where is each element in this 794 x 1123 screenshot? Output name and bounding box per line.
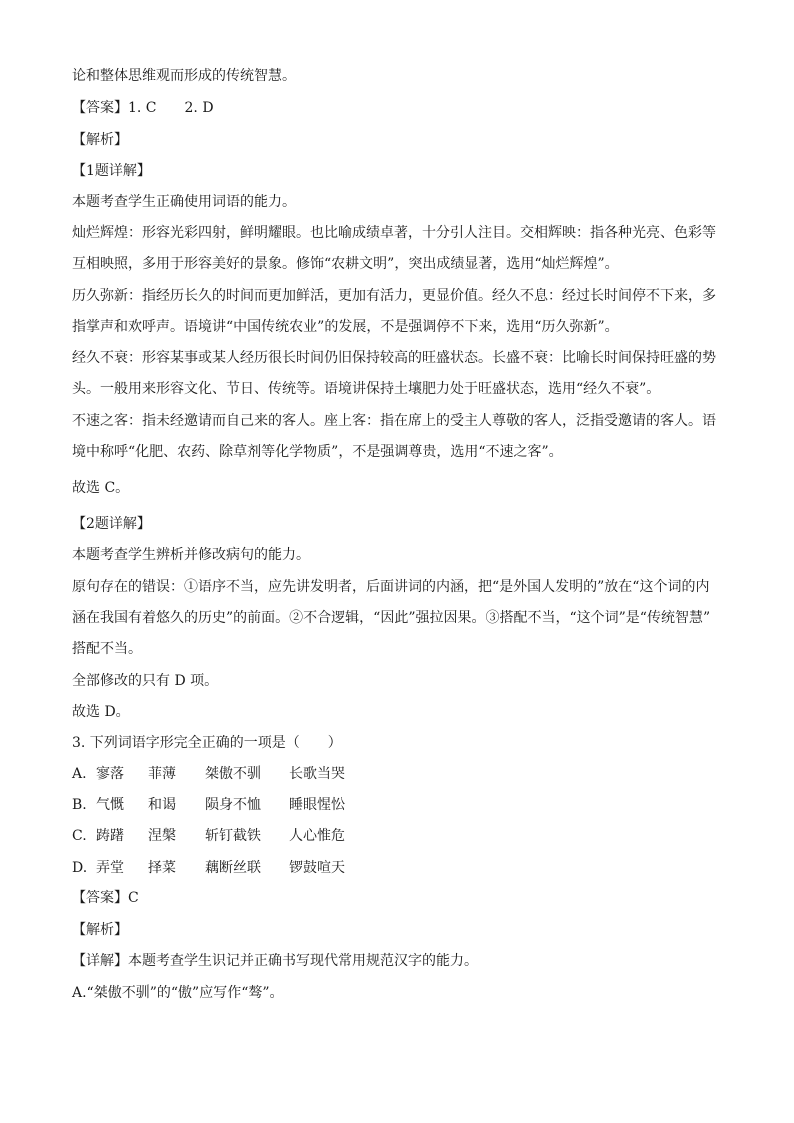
text-line: 经久不衰：形容某事或某人经历很长时间仍旧保持较高的旺盛状态。长盛不衰：比喻长时间保持旺盛的势 — [72, 350, 716, 366]
answer-line: 【答案】1. C 2. D — [72, 100, 214, 116]
text-line: A.“桀傲不驯”的“傲”应写作“骜”。 — [72, 985, 284, 1001]
q1-detail-heading: 【1题详解】 — [72, 163, 151, 179]
text-line: 故选 C。 — [72, 480, 130, 496]
text-line: 涵在我国有着悠久的历史”的前面。②不合逻辑，“因此”强拉因果。③搭配不当，“这个词”是“传统智慧” — [72, 610, 711, 626]
option-letter: C. — [72, 828, 87, 844]
option-word: 长歌当哭 — [289, 766, 345, 782]
text-line: 互相映照，多用于形容美好的景象。修饰“农耕文明”，突出成绩显著，选用“灿烂辉煌”。 — [72, 256, 619, 272]
text-line: 【详解】本题考查学生识记并正确书写现代常用规范汉字的能力。 — [72, 953, 478, 969]
option-word: 菲薄 — [148, 766, 176, 782]
text-line: 搭配不当。 — [72, 641, 142, 657]
option-word: 斩钉截铁 — [205, 828, 261, 844]
analysis-heading: 【解析】 — [72, 132, 128, 148]
text-line: 故选 D。 — [72, 704, 130, 720]
text-line: 本题考查学生辨析并修改病句的能力。 — [72, 547, 310, 563]
option-word: 择菜 — [148, 860, 176, 876]
text-line: 境中称呼“化肥、农药、除草剂等化学物质”，不是强调尊贵，选用“不速之客”。 — [72, 444, 563, 460]
text-line: 头。一般用来形容文化、节日、传统等。语境讲保持土壤肥力处于旺盛状态，选用“经久不衰”。 — [72, 381, 661, 397]
q2-detail-heading: 【2题详解】 — [72, 516, 151, 532]
option-word: 藕断丝联 — [205, 860, 261, 876]
text-line: 全部修改的只有 D 项。 — [72, 673, 219, 689]
option-word: 涅槃 — [148, 828, 176, 844]
answer-line: 【答案】C — [72, 890, 139, 906]
text-line: 指掌声和欢呼声。语境讲“中国传统农业”的发展，不是强调停不下来，选用“历久弥新”。 — [72, 319, 619, 335]
option-letter: A. — [72, 766, 87, 782]
text-line: 灿烂辉煌：形容光彩四射，鲜明耀眼。也比喻成绩卓著，十分引人注目。交相辉映：指各种光亮、色彩等 — [72, 225, 716, 241]
option-word: 踌躇 — [96, 828, 124, 844]
option-word: 陨身不恤 — [205, 797, 261, 813]
option-word: 和谒 — [148, 797, 176, 813]
option-word: 睡眼惺忪 — [289, 797, 345, 813]
text-line: 本题考查学生正确使用词语的能力。 — [72, 194, 296, 210]
option-word: 气慨 — [96, 797, 124, 813]
option-letter: B. — [72, 797, 87, 813]
option-word: 桀傲不驯 — [205, 766, 261, 782]
option-word: 人心惟危 — [289, 828, 345, 844]
text-line: 不速之客：指未经邀请而自己来的客人。座上客：指在席上的受主人尊敬的客人，泛指受邀请的客人。语 — [72, 413, 716, 429]
text-line: 论和整体思维观而形成的传统智慧。 — [72, 68, 296, 84]
option-word: 弄堂 — [96, 860, 124, 876]
option-letter: D. — [72, 860, 88, 876]
analysis-heading: 【解析】 — [72, 922, 128, 938]
text-line: 历久弥新：指经历长久的时间而更加鲜活，更加有活力，更显价值。经久不息：经过长时间停不下来，多 — [72, 288, 716, 304]
question-3: 3. 下列词语字形完全正确的一项是（ ） — [72, 735, 342, 751]
option-word: 锣鼓喧天 — [289, 860, 345, 876]
option-word: 寥落 — [96, 766, 124, 782]
text-line: 原句存在的错误：①语序不当，应先讲发明者，后面讲词的内涵，把“是外国人发明的”放在“这个词的内 — [72, 579, 710, 595]
